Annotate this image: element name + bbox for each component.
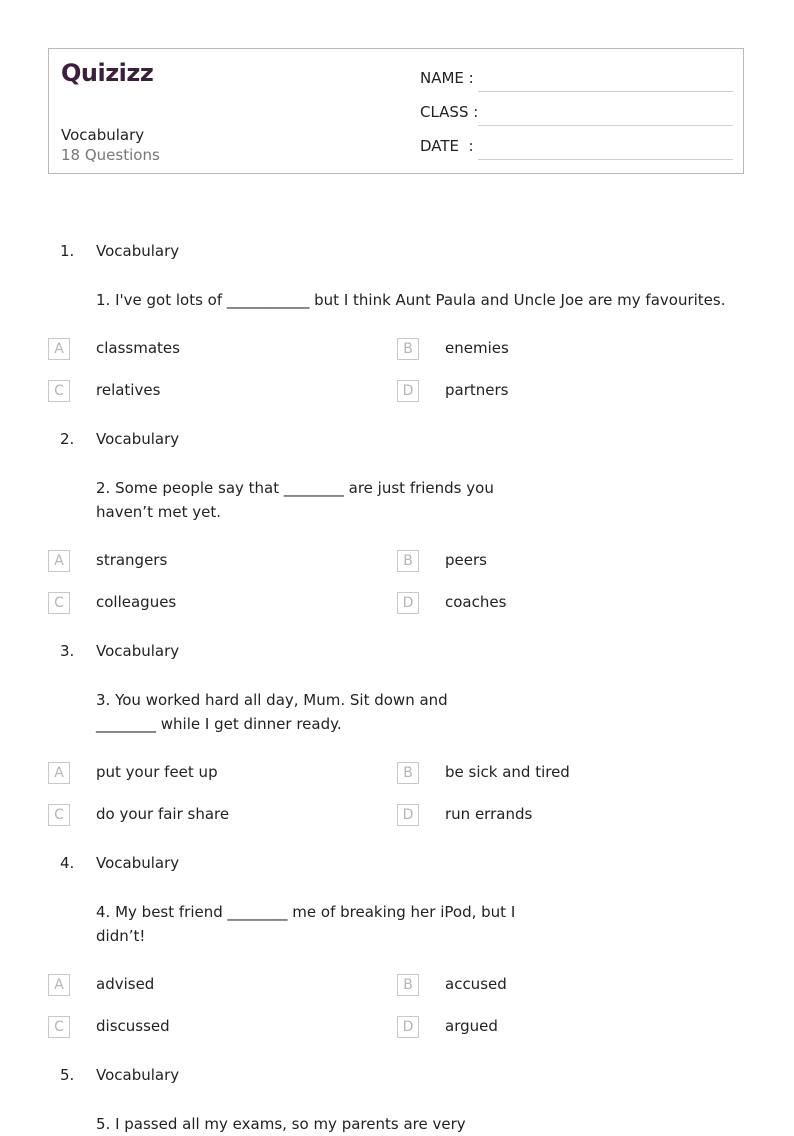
question-count: 18 Questions <box>61 146 160 164</box>
option-c-text: colleagues <box>96 593 177 611</box>
option-d-box[interactable]: D <box>397 380 419 402</box>
name-field[interactable] <box>420 69 733 93</box>
option-b-box[interactable]: B <box>397 550 419 572</box>
question-title: Vocabulary <box>96 430 180 448</box>
question-text: 3. You worked hard all day, Mum. Sit down and ________ while I get dinner ready. <box>96 691 448 733</box>
option-c-box[interactable]: C <box>48 592 70 614</box>
option-c-text: relatives <box>96 381 161 399</box>
question-text: 4. My best friend ________ me of breaking her iPod, but I didn’t! <box>96 903 516 945</box>
option-b-text: enemies <box>445 339 509 357</box>
option-a-box[interactable]: A <box>48 338 70 360</box>
option-d-box[interactable]: D <box>397 804 419 826</box>
question-number: 4. <box>60 854 75 872</box>
option-b-text: accused <box>445 975 507 993</box>
date-line[interactable] <box>478 159 733 160</box>
class-line[interactable] <box>478 125 733 126</box>
class-field[interactable] <box>420 103 733 127</box>
question-number: 2. <box>60 430 75 448</box>
class-label: CLASS : <box>420 103 479 121</box>
option-c-text: discussed <box>96 1017 170 1035</box>
question-number: 1. <box>60 242 75 260</box>
question-text: 2. Some people say that ________ are just friends you haven’t met yet. <box>96 479 494 521</box>
option-d-box[interactable]: D <box>397 592 419 614</box>
worksheet-header <box>48 48 744 174</box>
name-line[interactable] <box>478 91 733 92</box>
option-d-text: coaches <box>445 593 507 611</box>
date-field[interactable] <box>420 137 733 161</box>
option-a-text: put your feet up <box>96 763 218 781</box>
option-a-text: advised <box>96 975 155 993</box>
question-title: Vocabulary <box>96 1066 180 1084</box>
option-c-box[interactable]: C <box>48 380 70 402</box>
option-b-box[interactable]: B <box>397 762 419 784</box>
question-text: 5. I passed all my exams, so my parents are very <box>96 1115 466 1133</box>
name-label: NAME : <box>420 69 474 87</box>
option-d-text: run errands <box>445 805 533 823</box>
option-b-box[interactable]: B <box>397 974 419 996</box>
worksheet-title: Vocabulary <box>61 126 145 144</box>
option-b-text: peers <box>445 551 487 569</box>
option-d-text: partners <box>445 381 509 399</box>
option-a-box[interactable]: A <box>48 550 70 572</box>
option-b-box[interactable]: B <box>397 338 419 360</box>
question-title: Vocabulary <box>96 854 180 872</box>
quizizz-logo: Quizizz <box>61 59 154 87</box>
option-c-box[interactable]: C <box>48 1016 70 1038</box>
question-number: 3. <box>60 642 75 660</box>
option-d-text: argued <box>445 1017 498 1035</box>
option-d-box[interactable]: D <box>397 1016 419 1038</box>
option-a-box[interactable]: A <box>48 762 70 784</box>
option-a-text: strangers <box>96 551 168 569</box>
option-c-text: do your fair share <box>96 805 230 823</box>
question-title: Vocabulary <box>96 242 180 260</box>
question-title: Vocabulary <box>96 642 180 660</box>
question-text: 1. I've got lots of ___________ but I think Aunt Paula and Uncle Joe are my favourites. <box>96 291 726 309</box>
date-label: DATE : <box>420 137 474 155</box>
option-a-text: classmates <box>96 339 180 357</box>
option-b-text: be sick and tired <box>445 763 570 781</box>
option-a-box[interactable]: A <box>48 974 70 996</box>
question-number: 5. <box>60 1066 75 1084</box>
option-c-box[interactable]: C <box>48 804 70 826</box>
